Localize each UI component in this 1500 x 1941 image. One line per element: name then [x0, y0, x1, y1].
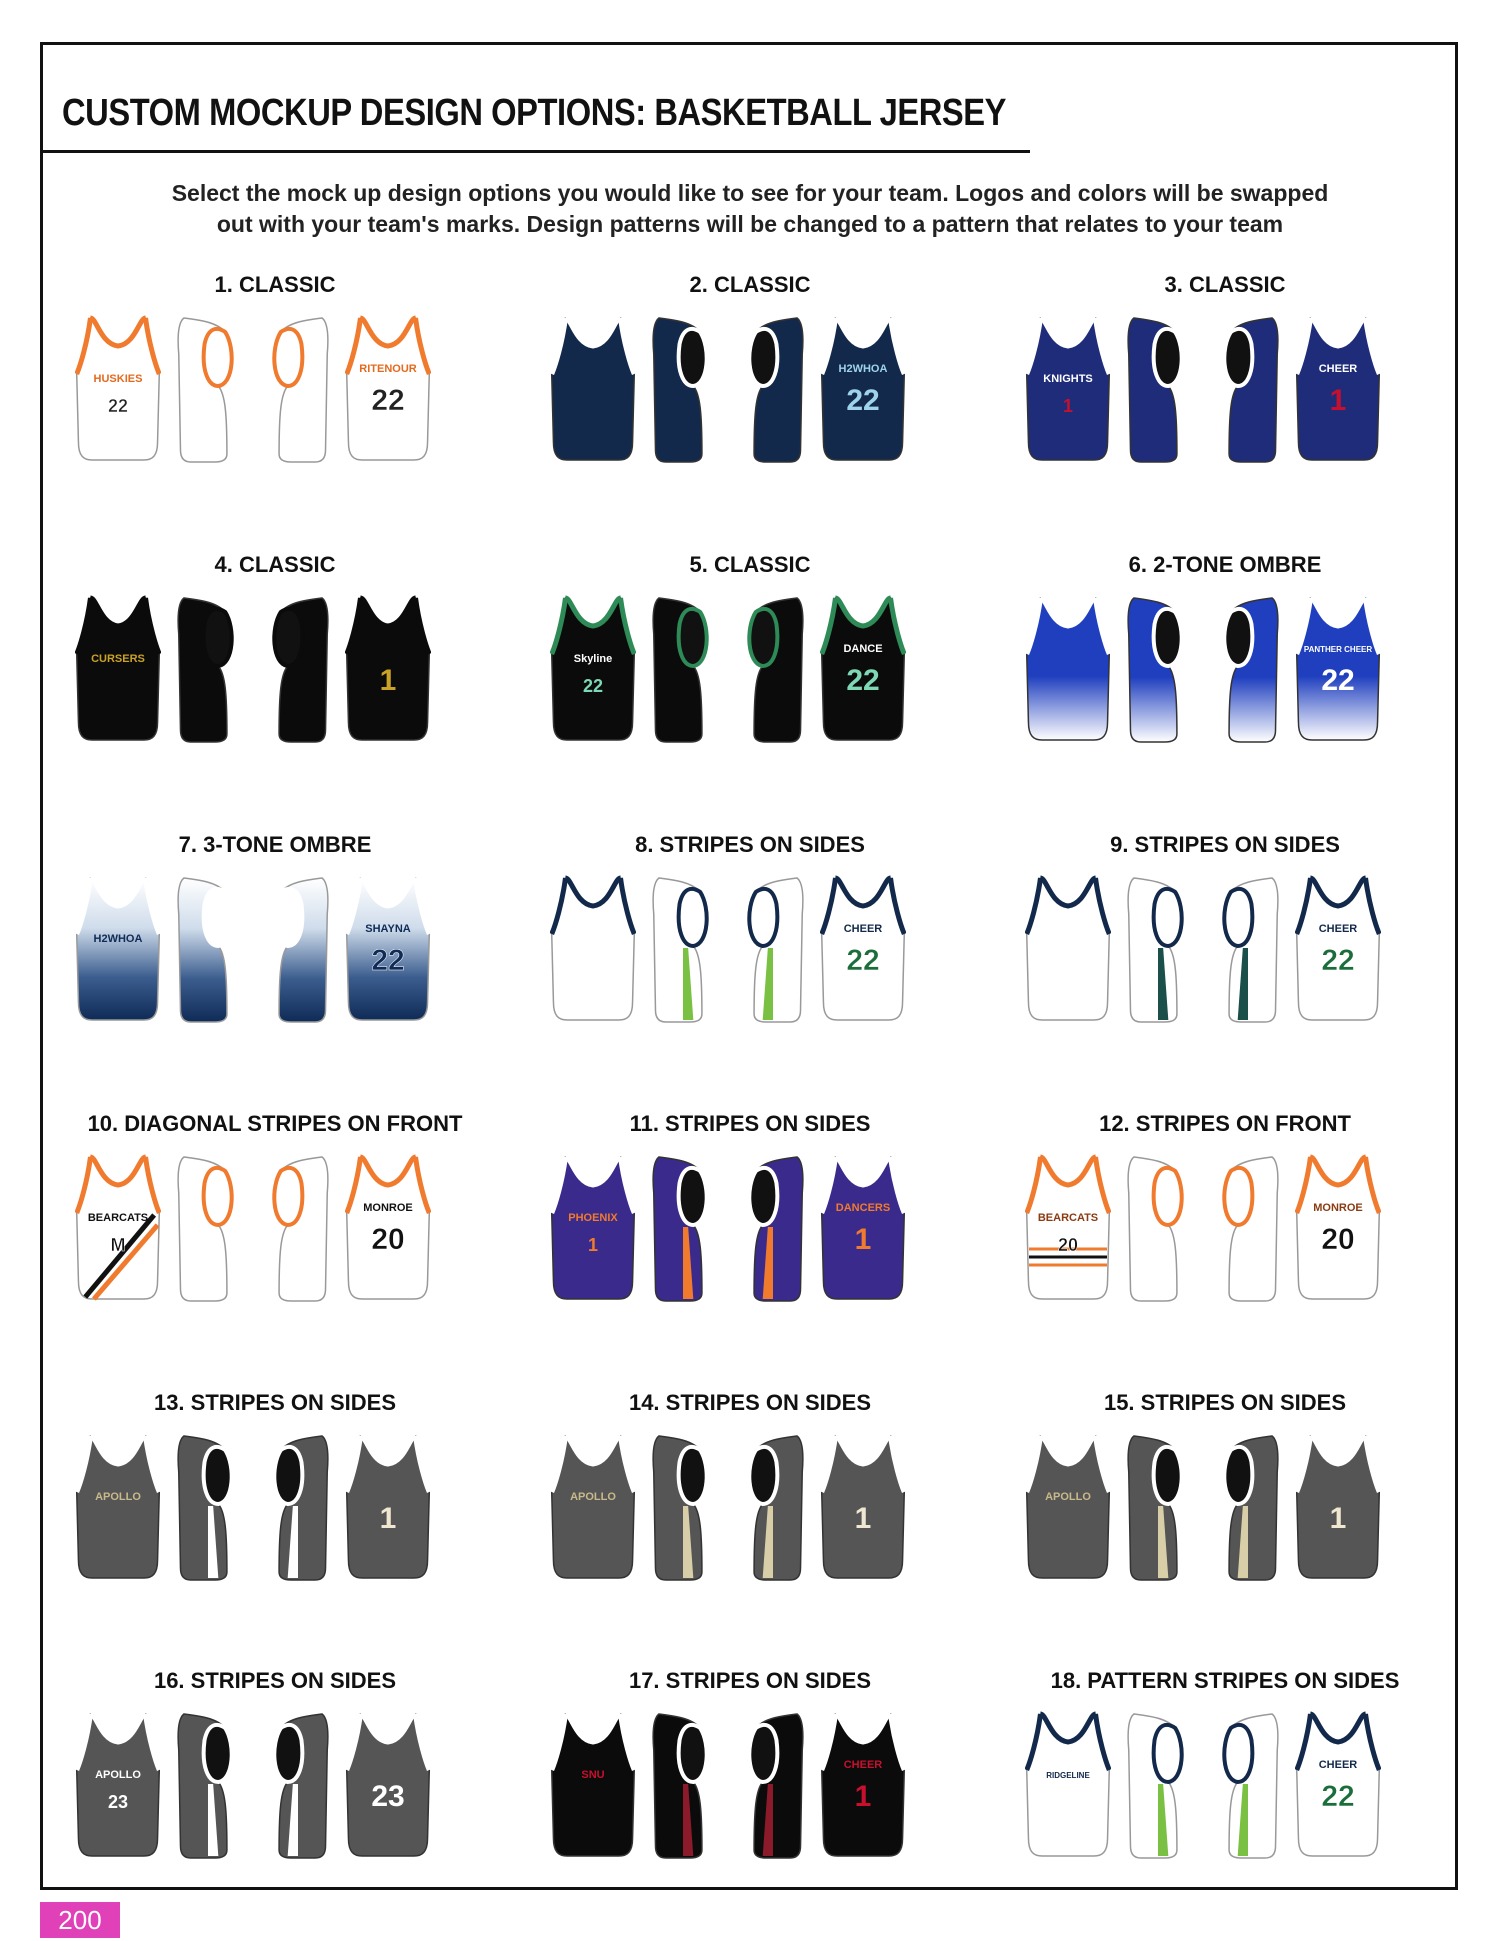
- intro-line-1: Select the mock up design options you would like to see for your team. Logos and colors will be swapped: [171, 180, 1329, 206]
- option-label: 13. STRIPES ON SIDES: [153, 1390, 397, 1415]
- jersey-front-number: 1: [1062, 396, 1074, 416]
- option-label: 14. STRIPES ON SIDES: [628, 1390, 872, 1415]
- jersey-side-left: [640, 1710, 726, 1865]
- jersey-back: [1295, 594, 1381, 749]
- jersey-side-left: [165, 314, 251, 469]
- jersey-front-number: 23: [107, 1792, 129, 1812]
- jersey-back-number: 1: [854, 1223, 872, 1256]
- jersey-side-right: [1205, 1432, 1291, 1587]
- jersey-front-name: HUSKIES: [93, 373, 143, 385]
- jersey-side-left: [1115, 1710, 1201, 1865]
- jersey-back-number: 22: [1321, 664, 1355, 697]
- jersey-front-name: APOLLO: [1045, 1491, 1091, 1503]
- jersey-front: [550, 314, 636, 469]
- jersey-back-number: 22: [1321, 1780, 1355, 1813]
- jersey-front: [550, 594, 636, 749]
- jersey-front-name: PHOENIX: [568, 1212, 618, 1224]
- jersey-front: [1025, 874, 1111, 1029]
- jersey-back: [820, 1153, 906, 1308]
- jersey-back-name: CHEER: [1318, 923, 1358, 935]
- jersey-front-name: BEARCATS: [87, 1212, 149, 1224]
- jersey-back-name: PANTHER CHEER: [1303, 645, 1373, 654]
- jersey-front: [1025, 594, 1111, 749]
- jersey-back: [820, 594, 906, 749]
- jersey-back: [820, 1710, 906, 1865]
- option-label: 4. CLASSIC: [214, 552, 336, 577]
- jersey-back-number: 22: [371, 944, 405, 977]
- jersey-front: [1025, 1153, 1111, 1308]
- jersey-front: [75, 594, 161, 749]
- jersey-back-number: 22: [846, 664, 880, 697]
- jersey-back-name: MONROE: [363, 1202, 413, 1214]
- jersey-side-left: [640, 594, 726, 749]
- jersey-back: [820, 314, 906, 469]
- jersey-side-right: [255, 1153, 341, 1308]
- jersey-side-right: [255, 1432, 341, 1587]
- intro-line-2: out with your team's marks. Design patterns will be changed to a pattern that relates to your team: [216, 211, 1284, 237]
- jersey-side-right: [1205, 1153, 1291, 1308]
- jersey-side-right: [1205, 1710, 1291, 1865]
- jersey-back: [345, 874, 431, 1029]
- jersey-side-left: [1115, 1432, 1201, 1587]
- jersey-back-name: DANCE: [843, 643, 883, 655]
- jersey-side-left: [1115, 1153, 1201, 1308]
- jersey-back-number: 23: [371, 1780, 405, 1813]
- option-label: 7. 3-TONE OMBRE: [178, 832, 372, 857]
- jersey-front-name: Skyline: [573, 653, 613, 665]
- jersey-front: [550, 1153, 636, 1308]
- jersey-front-number: 22: [107, 396, 129, 416]
- jersey-back-name: RITENOUR: [359, 363, 417, 375]
- option-label: 5. CLASSIC: [689, 552, 811, 577]
- jersey-front: [75, 1710, 161, 1865]
- jersey-back-name: CHEER: [1318, 363, 1358, 375]
- jersey-front-number: 20: [1057, 1235, 1079, 1255]
- jersey-back: [1295, 314, 1381, 469]
- jersey-side-left: [640, 1153, 726, 1308]
- jersey-side-right: [730, 874, 816, 1029]
- option-label: 16. STRIPES ON SIDES: [153, 1668, 397, 1693]
- jersey-side-left: [640, 874, 726, 1029]
- jersey-back-number: 20: [1321, 1223, 1355, 1256]
- jersey-back-name: SHAYNA: [365, 923, 411, 935]
- jersey-side-right: [730, 1710, 816, 1865]
- jersey-front-name: APOLLO: [95, 1491, 141, 1503]
- jersey-side-left: [640, 1432, 726, 1587]
- jersey-side-left: [165, 1153, 251, 1308]
- jersey-back-number: 1: [1329, 384, 1347, 417]
- jersey-front-name: SNU: [581, 1769, 605, 1781]
- jersey-front: [550, 1710, 636, 1865]
- jersey-side-left: [640, 314, 726, 469]
- jersey-back: [345, 314, 431, 469]
- jersey-front: [75, 1432, 161, 1587]
- jersey-back-number: 1: [854, 1780, 872, 1813]
- jersey-front: [75, 314, 161, 469]
- jersey-front: [75, 1153, 161, 1308]
- jersey-front: [75, 874, 161, 1029]
- jersey-front-name: APOLLO: [570, 1491, 616, 1503]
- jersey-back: [345, 1432, 431, 1587]
- page-number: 200: [40, 1902, 120, 1938]
- jersey-back: [1295, 1432, 1381, 1587]
- jersey-back-number: 20: [371, 1223, 405, 1256]
- jersey-side-left: [1115, 314, 1201, 469]
- jersey-back: [1295, 1710, 1381, 1865]
- jersey-front: [550, 874, 636, 1029]
- jersey-side-right: [255, 594, 341, 749]
- jersey-side-left: [165, 1432, 251, 1587]
- jersey-back-number: 1: [379, 664, 397, 697]
- jersey-back-name: CHEER: [1318, 1759, 1358, 1771]
- jersey-back-name: MONROE: [1313, 1202, 1363, 1214]
- jersey-back-number: 1: [1329, 1502, 1347, 1535]
- option-label: 8. STRIPES ON SIDES: [635, 832, 865, 857]
- jersey-back: [345, 1710, 431, 1865]
- jersey-side-left: [1115, 874, 1201, 1029]
- jersey-front-number: 22: [582, 676, 604, 696]
- jersey-side-right: [730, 314, 816, 469]
- jersey-side-left: [165, 1710, 251, 1865]
- jersey-back: [820, 1432, 906, 1587]
- jersey-front-name: RIDGELINE: [1046, 1771, 1090, 1780]
- jersey-side-right: [255, 874, 341, 1029]
- jersey-side-left: [165, 594, 251, 749]
- jersey-back-name: CHEER: [843, 923, 883, 935]
- jersey-back-number: 1: [854, 1502, 872, 1535]
- jersey-front: [1025, 1710, 1111, 1865]
- intro-text: [60, 178, 1440, 240]
- jersey-side-left: [165, 874, 251, 1029]
- jersey-side-right: [255, 1710, 341, 1865]
- option-label: 15. STRIPES ON SIDES: [1103, 1390, 1347, 1415]
- jersey-back-number: 22: [371, 384, 405, 417]
- jersey-front: [1025, 314, 1111, 469]
- jersey-back-number: 22: [846, 944, 880, 977]
- jersey-front-name: BEARCATS: [1037, 1212, 1099, 1224]
- option-label: 17. STRIPES ON SIDES: [628, 1668, 872, 1693]
- jersey-side-right: [1205, 874, 1291, 1029]
- jersey-back-name: DANCERS: [835, 1202, 891, 1214]
- jersey-back-name: CHEER: [843, 1759, 883, 1771]
- jersey-back-name: H2WHOA: [838, 363, 888, 375]
- jersey-back: [820, 874, 906, 1029]
- jersey-side-left: [1115, 594, 1201, 749]
- jersey-front-name: CURSERS: [91, 653, 145, 665]
- option-label: 9. STRIPES ON SIDES: [1110, 832, 1340, 857]
- option-label: 1. CLASSIC: [214, 272, 336, 297]
- jersey-back-number: 1: [379, 1502, 397, 1535]
- jersey-front-name: KNIGHTS: [1043, 373, 1093, 385]
- jersey-side-right: [730, 1432, 816, 1587]
- jersey-back: [1295, 1153, 1381, 1308]
- title-divider: [42, 150, 1030, 153]
- jersey-front-number: 1: [587, 1235, 599, 1255]
- jersey-front: [1025, 1432, 1111, 1587]
- jersey-back: [345, 1153, 431, 1308]
- option-label: 10. DIAGONAL STRIPES ON FRONT: [87, 1111, 463, 1136]
- jersey-back: [345, 594, 431, 749]
- jersey-back-number: 22: [1321, 944, 1355, 977]
- option-label: 18. PATTERN STRIPES ON SIDES: [1050, 1668, 1400, 1693]
- option-label: 2. CLASSIC: [689, 272, 811, 297]
- jersey-side-right: [255, 314, 341, 469]
- jersey-side-right: [1205, 314, 1291, 469]
- option-label: 11. STRIPES ON SIDES: [629, 1111, 871, 1136]
- jersey-side-right: [730, 1153, 816, 1308]
- jersey-front-name: H2WHOA: [93, 933, 143, 945]
- page-title: CUSTOM MOCKUP DESIGN OPTIONS: BASKETBALL JERSEY: [62, 92, 1006, 134]
- option-label: 6. 2-TONE OMBRE: [1128, 552, 1322, 577]
- option-label: 3. CLASSIC: [1164, 272, 1286, 297]
- jersey-front-name: APOLLO: [95, 1769, 141, 1781]
- jersey-side-right: [730, 594, 816, 749]
- jersey-back-number: 22: [846, 384, 880, 417]
- jersey-front-number: M: [110, 1235, 126, 1255]
- option-label: 12. STRIPES ON FRONT: [1099, 1111, 1351, 1136]
- jersey-back: [1295, 874, 1381, 1029]
- jersey-front: [550, 1432, 636, 1587]
- jersey-side-right: [1205, 594, 1291, 749]
